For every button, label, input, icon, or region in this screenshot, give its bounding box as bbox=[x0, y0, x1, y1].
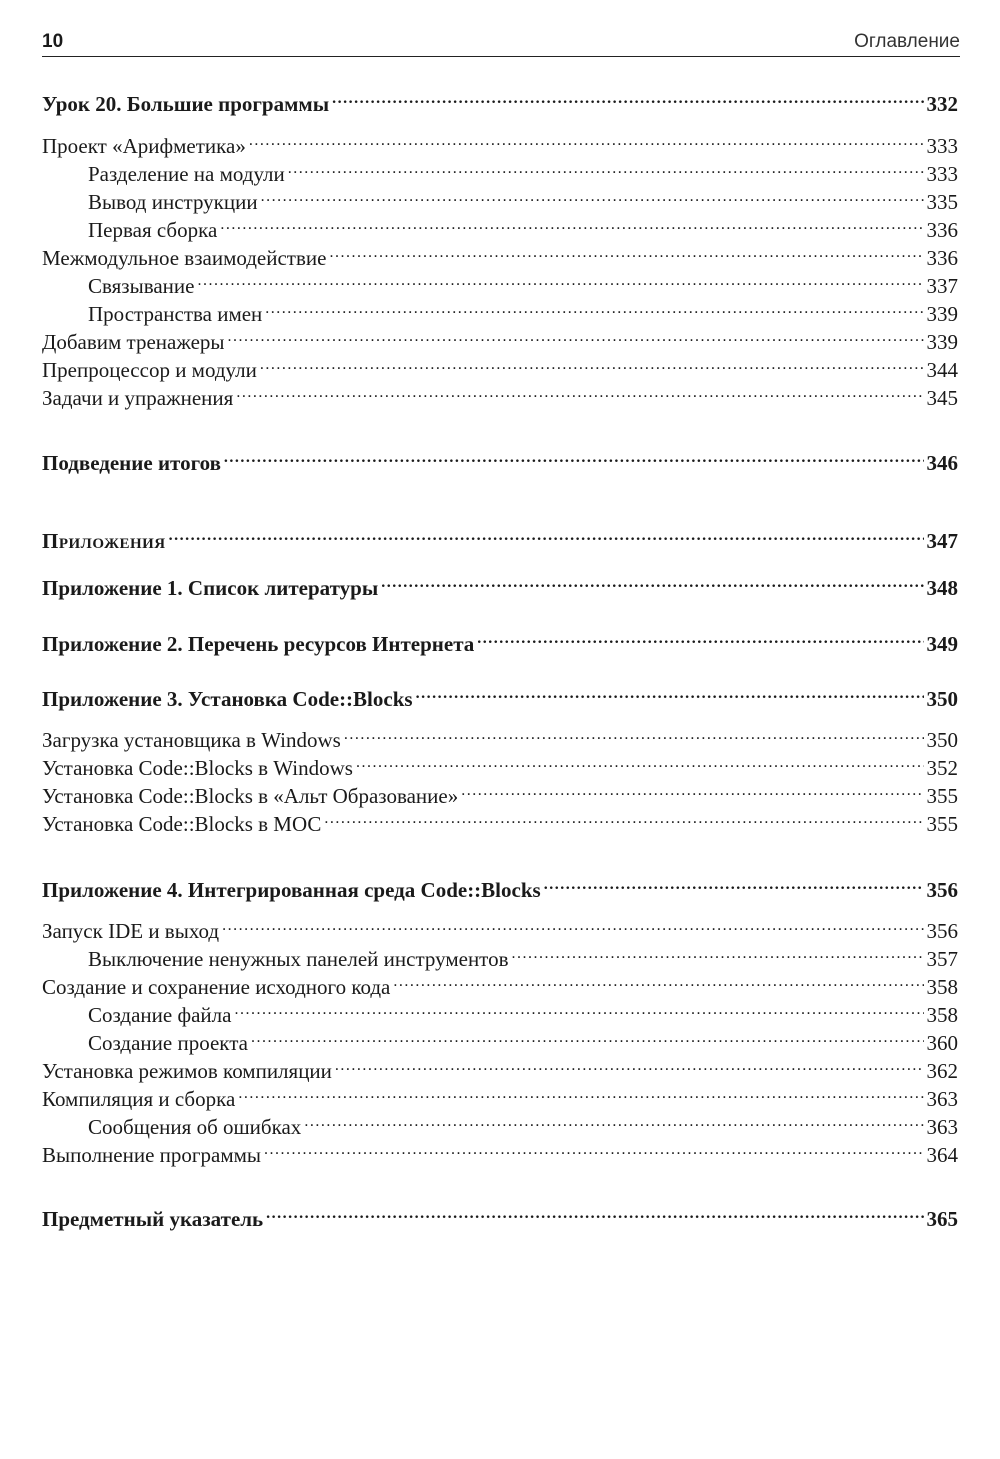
toc-entry-title: Проект «Арифметика» bbox=[42, 134, 246, 158]
toc-entry-title: Препроцессор и модули bbox=[42, 358, 257, 382]
toc-leader-dots bbox=[265, 295, 923, 321]
toc-entry-page: 350 bbox=[926, 728, 958, 752]
toc-entry-title: Пространства имен bbox=[88, 302, 263, 326]
toc-leader-dots bbox=[304, 1108, 923, 1134]
toc-entry-chapter[interactable] bbox=[42, 625, 958, 657]
toc-entry-page: 349 bbox=[926, 632, 958, 656]
toc-leader-dots bbox=[329, 239, 923, 265]
toc-entry-page: 356 bbox=[926, 919, 958, 943]
toc-entry-title: Запуск IDE и выход bbox=[42, 919, 220, 943]
page-header bbox=[42, 30, 960, 57]
toc-leader-dots bbox=[461, 777, 923, 803]
toc-entry-page: 337 bbox=[926, 274, 958, 298]
toc-leader-dots bbox=[324, 805, 923, 831]
toc-entry-title: Приложение 3. Установка Code::Blocks bbox=[42, 687, 413, 711]
toc-entry-page: 347 bbox=[926, 529, 958, 553]
toc-leader-dots bbox=[416, 680, 924, 706]
toc-leader-dots bbox=[477, 625, 923, 651]
toc-entry-title: Установка режимов компиляции bbox=[42, 1059, 332, 1083]
toc-entry-page: 363 bbox=[926, 1087, 958, 1111]
page-number: 10 bbox=[42, 31, 64, 52]
toc-leader-dots bbox=[261, 183, 924, 209]
toc-entry-title: Создание проекта bbox=[88, 1031, 248, 1055]
toc-entry-page: 360 bbox=[926, 1031, 958, 1055]
toc-leader-dots bbox=[249, 127, 924, 153]
toc-leader-dots bbox=[344, 721, 924, 747]
toc-entry-title: Предметный указатель bbox=[42, 1207, 264, 1231]
toc-leader-dots bbox=[251, 1024, 924, 1050]
toc-entry-page: 348 bbox=[926, 576, 958, 600]
toc-entry-title: Загрузка установщика в Windows bbox=[42, 728, 341, 752]
toc-entry-page: 364 bbox=[926, 1143, 958, 1167]
toc-entry-title: Урок 20. Большие программы bbox=[42, 92, 330, 116]
toc-leader-dots bbox=[335, 1052, 924, 1078]
toc-entry-page: 356 bbox=[926, 878, 958, 902]
toc-entry-page: 344 bbox=[926, 358, 958, 382]
toc-entry-title: Приложения bbox=[42, 529, 166, 553]
toc-entry-page: 350 bbox=[926, 687, 958, 711]
toc-leader-dots bbox=[512, 940, 924, 966]
toc-entry-title: Вывод инструкции bbox=[88, 190, 258, 214]
toc-leader-dots bbox=[224, 444, 924, 470]
toc-entry-chapter[interactable] bbox=[42, 444, 958, 476]
toc-leader-dots bbox=[222, 912, 923, 938]
toc-entry-section[interactable] bbox=[42, 1136, 958, 1168]
toc-entry-page: 352 bbox=[926, 756, 958, 780]
toc-entry-page: 358 bbox=[926, 1003, 958, 1027]
toc-entry-part[interactable] bbox=[42, 522, 958, 554]
toc-entry-title: Подведение итогов bbox=[42, 451, 221, 475]
toc-entry-page: 332 bbox=[926, 92, 958, 116]
toc-entry-title: Выполнение программы bbox=[42, 1143, 262, 1167]
toc-entry-page: 357 bbox=[926, 947, 958, 971]
toc-entry-page: 365 bbox=[926, 1207, 958, 1231]
toc-leader-dots bbox=[197, 267, 923, 293]
toc-entry-page: 355 bbox=[926, 812, 958, 836]
toc-entry-page: 355 bbox=[926, 784, 958, 808]
toc-entry-title: Разделение на модули bbox=[88, 162, 285, 186]
toc-leader-dots bbox=[544, 871, 924, 897]
toc-entry-page: 363 bbox=[926, 1115, 958, 1139]
toc-entry-title: Создание и сохранение исходного кода bbox=[42, 975, 391, 999]
toc-entry-section[interactable] bbox=[42, 805, 958, 837]
toc-leader-dots bbox=[238, 1080, 923, 1106]
toc-leader-dots bbox=[264, 1136, 923, 1162]
toc-entry-title: Задачи и упражнения bbox=[42, 386, 234, 410]
toc-entry-title: Межмодульное взаимодействие bbox=[42, 246, 327, 270]
toc-entry-page: 336 bbox=[926, 218, 958, 242]
toc-entry-page: 335 bbox=[926, 190, 958, 214]
toc-entry-page: 346 bbox=[926, 451, 958, 475]
toc-leader-dots bbox=[220, 211, 923, 237]
toc-entry-chapter[interactable] bbox=[42, 85, 958, 117]
toc-entry-page: 345 bbox=[926, 386, 958, 410]
toc-leader-dots bbox=[228, 323, 924, 349]
toc-leader-dots bbox=[236, 379, 923, 405]
toc-leader-dots bbox=[393, 968, 923, 994]
toc-entry-page: 339 bbox=[926, 302, 958, 326]
toc-entry-chapter[interactable] bbox=[42, 1200, 958, 1232]
toc-entry-page: 333 bbox=[926, 162, 958, 186]
toc-entry-title: Приложение 4. Интегрированная среда Code::Blocks bbox=[42, 878, 541, 902]
toc-entry-title: Приложение 2. Перечень ресурсов Интернета bbox=[42, 632, 475, 656]
toc-entry-title: Сообщения об ошибках bbox=[88, 1115, 302, 1139]
toc-entry-section[interactable] bbox=[42, 379, 958, 411]
toc-leader-dots bbox=[266, 1200, 923, 1226]
toc-entry-chapter[interactable] bbox=[42, 680, 958, 712]
toc-entry-page: 333 bbox=[926, 134, 958, 158]
toc-entry-page: 339 bbox=[926, 330, 958, 354]
toc-leader-dots bbox=[169, 522, 924, 548]
toc-leader-dots bbox=[260, 351, 924, 377]
toc-entry-title: Выключение ненужных панелей инструментов bbox=[88, 947, 509, 971]
toc-entry-title: Установка Code::Blocks в Windows bbox=[42, 756, 353, 780]
toc-entry-chapter[interactable] bbox=[42, 569, 958, 601]
toc-entry-page: 336 bbox=[926, 246, 958, 270]
toc-leader-dots bbox=[356, 749, 924, 775]
toc-entry-title: Создание файла bbox=[88, 1003, 232, 1027]
toc-entry-title: Приложение 1. Список литературы bbox=[42, 576, 379, 600]
toc-entry-chapter[interactable] bbox=[42, 871, 958, 903]
toc-entry-title: Первая сборка bbox=[88, 218, 218, 242]
running-head: Оглавление bbox=[854, 31, 960, 52]
toc-entry-page: 358 bbox=[926, 975, 958, 999]
toc-entry-title: Добавим тренажеры bbox=[42, 330, 225, 354]
toc-entry-page: 362 bbox=[926, 1059, 958, 1083]
toc-leader-dots bbox=[332, 85, 923, 111]
toc-entry-title: Установка Code::Blocks в МОС bbox=[42, 812, 322, 836]
toc-entry-title: Компиляция и сборка bbox=[42, 1087, 236, 1111]
toc-entry-title: Связывание bbox=[88, 274, 195, 298]
toc-leader-dots bbox=[234, 996, 923, 1022]
toc-leader-dots bbox=[288, 155, 924, 181]
toc-entry-title: Установка Code::Blocks в «Альт Образование» bbox=[42, 784, 459, 808]
toc-leader-dots bbox=[381, 569, 923, 595]
